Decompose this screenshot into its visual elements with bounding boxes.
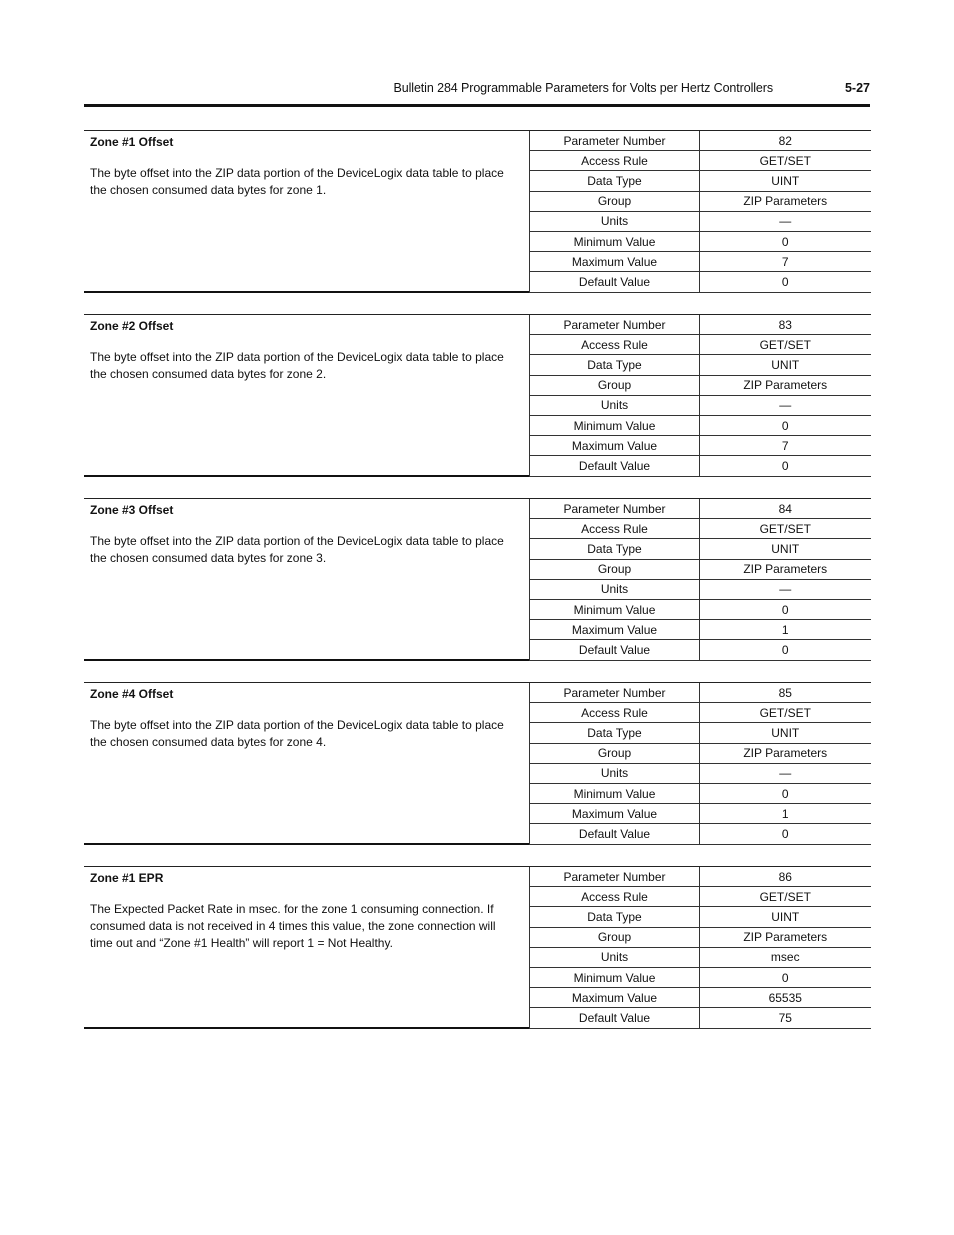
value-units: — [700, 763, 871, 783]
parameter-block-zone-2-offset [84, 314, 870, 476]
label-parameter-number: Parameter Number [530, 867, 700, 887]
value-access-rule: GET/SET [700, 151, 871, 171]
parameter-title: Zone #1 EPR [90, 871, 164, 885]
parameter-table [529, 866, 871, 1029]
value-default-value: 0 [700, 456, 871, 476]
table-row [530, 988, 871, 1008]
value-group: ZIP Parameters [700, 191, 871, 211]
value-parameter-number: 84 [700, 499, 871, 519]
table-row [530, 867, 871, 887]
label-access-rule: Access Rule [530, 151, 700, 171]
value-data-type: UINT [700, 171, 871, 191]
value-data-type: UNIT [700, 539, 871, 559]
table-row [530, 499, 871, 519]
label-units: Units [530, 579, 700, 599]
table-row [530, 252, 871, 272]
label-parameter-number: Parameter Number [530, 315, 700, 335]
parameter-description-text: The byte offset into the ZIP data portion of the DeviceLogix data table to place the chosen consumed data bytes for zone 1. [90, 166, 504, 197]
table-row [530, 559, 871, 579]
value-group: ZIP Parameters [700, 375, 871, 395]
parameter-description [84, 498, 529, 661]
value-maximum-value: 1 [700, 804, 871, 824]
value-group: ZIP Parameters [700, 559, 871, 579]
label-minimum-value: Minimum Value [530, 599, 700, 619]
label-default-value: Default Value [530, 824, 700, 844]
label-units: Units [530, 763, 700, 783]
table-row [530, 599, 871, 619]
table-row [530, 315, 871, 335]
table-row [530, 355, 871, 375]
parameter-title: Zone #1 Offset [90, 135, 174, 149]
parameter-block-zone-4-offset [84, 682, 870, 844]
table-row [530, 415, 871, 435]
value-units: — [700, 579, 871, 599]
label-data-type: Data Type [530, 539, 700, 559]
value-default-value: 0 [700, 272, 871, 292]
value-data-type: UNIT [700, 355, 871, 375]
value-group: ZIP Parameters [700, 927, 871, 947]
label-parameter-number: Parameter Number [530, 683, 700, 703]
label-parameter-number: Parameter Number [530, 131, 700, 151]
table-row [530, 804, 871, 824]
header-title: Bulletin 284 Programmable Parameters for Volts per Hertz Controllers [393, 81, 773, 95]
parameter-table [529, 314, 871, 477]
table-row [530, 171, 871, 191]
table-row [530, 763, 871, 783]
value-access-rule: GET/SET [700, 335, 871, 355]
label-default-value: Default Value [530, 1008, 700, 1028]
table-row [530, 231, 871, 251]
table-row [530, 335, 871, 355]
label-group: Group [530, 743, 700, 763]
parameter-table [529, 130, 871, 293]
label-group: Group [530, 191, 700, 211]
parameter-table [529, 682, 871, 845]
value-group: ZIP Parameters [700, 743, 871, 763]
table-row [530, 907, 871, 927]
table-row [530, 640, 871, 660]
label-maximum-value: Maximum Value [530, 620, 700, 640]
table-row [530, 927, 871, 947]
table-row [530, 1008, 871, 1028]
table-row [530, 272, 871, 292]
parameter-description [84, 682, 529, 845]
table-row [530, 519, 871, 539]
value-access-rule: GET/SET [700, 703, 871, 723]
label-units: Units [530, 211, 700, 231]
value-minimum-value: 0 [700, 231, 871, 251]
label-data-type: Data Type [530, 907, 700, 927]
table-row [530, 151, 871, 171]
parameter-block-zone-1-offset [84, 130, 870, 292]
page-header [84, 80, 870, 107]
label-access-rule: Access Rule [530, 703, 700, 723]
parameter-description-text: The Expected Packet Rate in msec. for the zone 1 consuming connection. If consumed data is not received in 4 times this value, the zone connection will time out and “Zone #1 Health” will report 1 = Not Healthy. [90, 902, 496, 950]
table-row [530, 967, 871, 987]
value-minimum-value: 0 [700, 967, 871, 987]
value-minimum-value: 0 [700, 783, 871, 803]
label-default-value: Default Value [530, 272, 700, 292]
table-row [530, 131, 871, 151]
value-maximum-value: 1 [700, 620, 871, 640]
value-maximum-value: 65535 [700, 988, 871, 1008]
page-number: 5-27 [844, 81, 870, 95]
table-row [530, 620, 871, 640]
table-row [530, 375, 871, 395]
table-row [530, 723, 871, 743]
value-default-value: 75 [700, 1008, 871, 1028]
table-row [530, 887, 871, 907]
table-row [530, 683, 871, 703]
table-row [530, 579, 871, 599]
label-minimum-value: Minimum Value [530, 783, 700, 803]
value-parameter-number: 82 [700, 131, 871, 151]
table-row [530, 743, 871, 763]
value-units: — [700, 395, 871, 415]
table-row [530, 824, 871, 844]
label-maximum-value: Maximum Value [530, 252, 700, 272]
table-row [530, 456, 871, 476]
value-units: — [700, 211, 871, 231]
label-maximum-value: Maximum Value [530, 804, 700, 824]
table-row [530, 539, 871, 559]
label-minimum-value: Minimum Value [530, 967, 700, 987]
parameter-block-zone-1-epr [84, 866, 870, 1028]
label-data-type: Data Type [530, 171, 700, 191]
value-parameter-number: 86 [700, 867, 871, 887]
parameter-description-text: The byte offset into the ZIP data portion of the DeviceLogix data table to place the chosen consumed data bytes for zone 2. [90, 350, 504, 381]
value-data-type: UNIT [700, 723, 871, 743]
label-minimum-value: Minimum Value [530, 231, 700, 251]
table-row [530, 436, 871, 456]
value-units: msec [700, 947, 871, 967]
label-access-rule: Access Rule [530, 887, 700, 907]
value-default-value: 0 [700, 824, 871, 844]
value-minimum-value: 0 [700, 415, 871, 435]
table-row [530, 191, 871, 211]
parameter-table [529, 498, 871, 661]
label-units: Units [530, 395, 700, 415]
label-default-value: Default Value [530, 640, 700, 660]
parameter-title: Zone #2 Offset [90, 319, 174, 333]
label-maximum-value: Maximum Value [530, 988, 700, 1008]
label-group: Group [530, 375, 700, 395]
label-group: Group [530, 927, 700, 947]
table-row [530, 395, 871, 415]
parameter-title: Zone #4 Offset [90, 687, 174, 701]
label-data-type: Data Type [530, 355, 700, 375]
label-parameter-number: Parameter Number [530, 499, 700, 519]
value-maximum-value: 7 [700, 252, 871, 272]
parameter-title: Zone #3 Offset [90, 503, 174, 517]
parameter-block-zone-3-offset [84, 498, 870, 660]
value-parameter-number: 85 [700, 683, 871, 703]
label-default-value: Default Value [530, 456, 700, 476]
parameter-description [84, 314, 529, 477]
parameter-description-text: The byte offset into the ZIP data portion of the DeviceLogix data table to place the chosen consumed data bytes for zone 4. [90, 718, 504, 749]
value-access-rule: GET/SET [700, 887, 871, 907]
parameter-description [84, 130, 529, 293]
label-maximum-value: Maximum Value [530, 436, 700, 456]
table-row [530, 211, 871, 231]
label-units: Units [530, 947, 700, 967]
value-default-value: 0 [700, 640, 871, 660]
label-data-type: Data Type [530, 723, 700, 743]
value-access-rule: GET/SET [700, 519, 871, 539]
label-minimum-value: Minimum Value [530, 415, 700, 435]
value-minimum-value: 0 [700, 599, 871, 619]
parameter-description-text: The byte offset into the ZIP data portion of the DeviceLogix data table to place the chosen consumed data bytes for zone 3. [90, 534, 504, 565]
table-row [530, 947, 871, 967]
table-row [530, 703, 871, 723]
value-parameter-number: 83 [700, 315, 871, 335]
table-row [530, 783, 871, 803]
value-data-type: UINT [700, 907, 871, 927]
label-group: Group [530, 559, 700, 579]
label-access-rule: Access Rule [530, 335, 700, 355]
value-maximum-value: 7 [700, 436, 871, 456]
label-access-rule: Access Rule [530, 519, 700, 539]
parameter-description [84, 866, 529, 1029]
